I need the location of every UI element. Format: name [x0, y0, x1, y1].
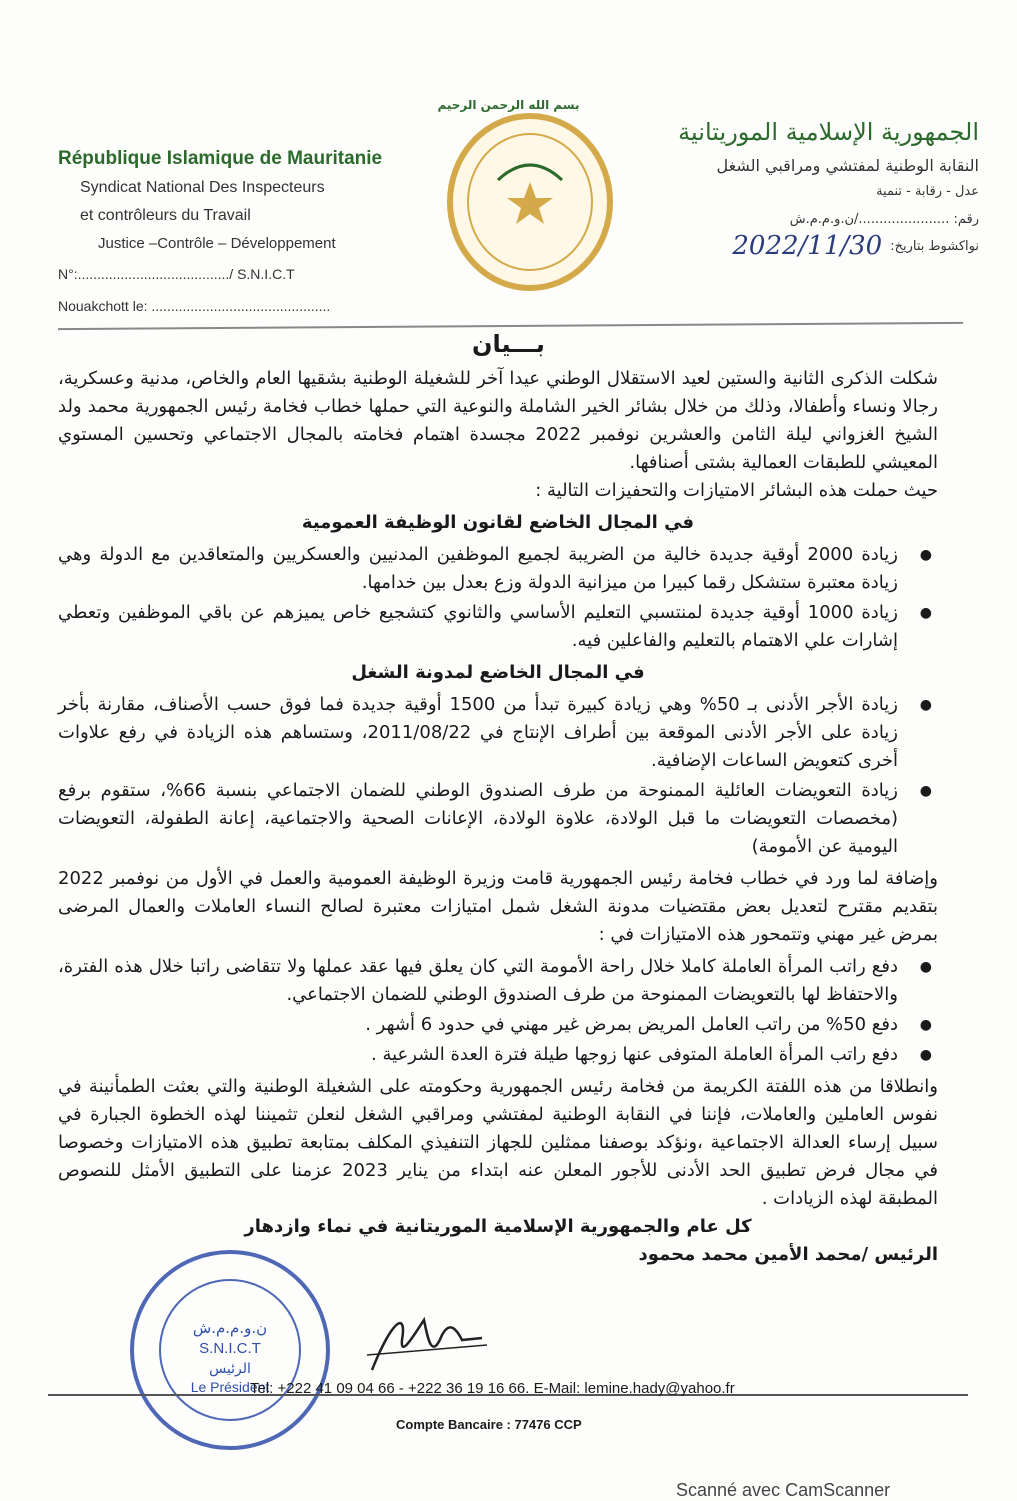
header-arabic — [639, 118, 979, 261]
scanner-watermark: Scanné avec CamScanner — [676, 1480, 891, 1500]
list-item: ● زيادة التعويضات العائلية الممنوحة من طرف الصندوق الوطني للضمان الاجتماعي بنسبة 66%، ستقوم برفع (مخصصات التعويضات ما قبل الولادة، علاوة الولادة، الإعانات الصحية والاجتماعية، إعانة الطفولة، التعويضات اليومية عن الأمومة) — [58, 777, 898, 861]
section3-list — [58, 953, 938, 1069]
list-item: ● دفع راتب المرأة العاملة كاملا خلال راحة الأمومة التي كان يعلق فيها عقد عملها ولا تتقاضى راتبا خلال هذه الفترة، والاحتفاظ لها بالتعويضات الممنوحة من طرف الصندوق الوطني للضمان الاجتماعي. — [58, 953, 898, 1009]
paragraph-4: وانطلاقا من هذه اللفتة الكريمة من فخامة رئيس الجمهورية وحكومته على الشغيلة الوطنية والتي بعثت الطمأنينة في نفوس العاملين والعاملات، فإننا في النقابة الوطنية لمفتشي ومراقبي الشغل لنعلن تثميننا لهذه الخطوة الجبارة في سبيل إرساء العدالة الاجتماعية ،ونؤكد بوصفنا ممثلين للجهاز التنفيذي المكلف بمتابعة تطبيق هذه الامتيازات وخصوصا في مجال فرض تطبيق الحد الأدنى للأجور المعلن عنه ابتداء من يناير 2023 عزمنا على التطبيق الأمثل للنصوص المطبقة لهذه الزيادات . — [58, 1076, 938, 1209]
document-title: بـــيان — [472, 330, 545, 358]
ar-republic-title: الجمهورية الإسلامية الموريتانية — [678, 118, 979, 146]
fr-place-field: Nouakchott le: .............................................. — [58, 298, 331, 314]
list-item: ● زيادة الأجر الأدنى بـ 50% وهي زيادة كبيرة تبدأ من 1500 أوقية جديدة فما فوق حسب الأصناف، مقارنة بأخر زيادة على الأجر الأدنى الموقعة بين أطراف الإنتاج في 2011/08/22، وستساهم هذه الزيادة في رفع علاوات أخرى كتعويض الساعات الإضافية. — [58, 691, 898, 775]
ar-union-name: النقابة الوطنية لمفتشي ومراقبي الشغل — [716, 156, 979, 175]
ar-date-row — [639, 231, 979, 261]
union-seal-logo — [443, 110, 618, 295]
fr-republic-title: République Islamique de Mauritanie — [58, 148, 383, 169]
header-french — [58, 148, 418, 322]
intro-paragraph-2: حيث حملت هذه البشائر الامتيازات والتحفيزات التالية : — [535, 480, 938, 501]
section1-title: في المجال الخاضع لقانون الوظيفة العمومية — [301, 512, 695, 533]
signatory-name: الرئيس /محمد الأمين محمد محمود — [638, 1244, 938, 1265]
ar-number-field: رقم: ....................../ن.و.م.م.ش — [789, 212, 979, 227]
fr-union-line1: Syndicat National Des Inspecteurs — [80, 179, 325, 196]
basmala: بسم الله الرحمن الرحيم — [437, 98, 580, 112]
stamp-abbr-fr: S.N.I.C.T — [199, 1340, 261, 1357]
official-stamp — [125, 1245, 335, 1455]
list-item: ● دفع 50% من راتب العامل المريض بمرض غير مهني في حدود 6 أشهر . — [58, 1011, 898, 1039]
ar-place-label: نواكشوط بتاريخ: — [890, 238, 979, 254]
fr-number-field: N°:......................................./ S.N.I.C.T — [58, 266, 295, 282]
handwritten-signature — [362, 1300, 492, 1385]
section2-title: في المجال الخاضع لمدونة الشغل — [351, 662, 645, 683]
footer-contact: Tel: +222 41 09 04 66 - +222 36 19 16 66. E-Mail: lemine.hady@yahoo.fr — [250, 1380, 735, 1397]
closing-line: كل عام والجمهورية الإسلامية الموريتانية في نماء وازدهار — [244, 1216, 752, 1237]
stamp-role-ar: الرئيس — [209, 1361, 251, 1377]
section2-list — [58, 691, 938, 861]
document-body — [58, 365, 938, 1269]
header-divider — [58, 322, 963, 330]
fr-motto: Justice –Contrôle – Développement — [98, 235, 336, 252]
handwritten-date: 2022/11/30 — [732, 231, 883, 261]
list-item: ● زيادة 1000 أوقية جديدة لمنتسبي التعليم الأساسي والثانوي كتشجيع خاص يميزهم عن باقي الموظفين وتعطي إشارات علي الاهتمام بالتعليم والفاعلين فيه. — [58, 599, 898, 655]
stamp-role-fr: Le Président — [190, 1379, 270, 1395]
intro-paragraph: شكلت الذكرى الثانية والستين لعيد الاستقلال الوطني عيدا آخر للشغيلة الوطنية بشقيها العام والخاص، مدنية وعسكرية، رجالا ونساء وأطفالا، وذلك من خلال بشائر الخير الشاملة والنوعية التي حملها خطاب فخامة رئيس الجمهورية محمد ولد الشيخ الغزواني ليلة الثامن والعشرين نوفمبر 2022 مجسدة اهتمام فخامته بالمجال الاجتماعي وتحسين المستوي المعيشي للطبقات العمالية بشتى أصنافها. — [58, 368, 938, 473]
stamp-abbr-ar: ن.و.م.م.ش — [192, 1319, 268, 1337]
list-item: ● دفع راتب المرأة العاملة المتوفى عنها زوجها طيلة فترة العدة الشرعية . — [58, 1041, 898, 1069]
footer-bank-account: Compte Bancaire : 77476 CCP — [396, 1417, 582, 1432]
list-item: ● زيادة 2000 أوقية جديدة خالية من الضريبة لجميع الموظفين المدنيين والعسكريين والمتعاقدين مع الدولة وهي زيادة معتبرة ستشكل رقما كبيرا من ميزانية الدولة وزع بعدل بين خدامها. — [58, 541, 898, 597]
fr-union-line2: et contrôleurs du Travail — [80, 207, 251, 224]
section1-list — [58, 541, 938, 655]
ar-motto: عدل - رقابة - تنمية — [876, 184, 979, 199]
paragraph-3: وإضافة لما ورد في خطاب فخامة رئيس الجمهورية قامت وزيرة الوظيفة العمومية والعمل في الأول من نوفمبر 2022 بتقديم مقترح لتعديل بعض مقتضيات مدونة الشغل شمل امتيازات معتبرة لصالح النساء العاملات والعمال المرضى بمرض غير مهني وتتمحور هذه الامتيازات في : — [58, 868, 938, 945]
